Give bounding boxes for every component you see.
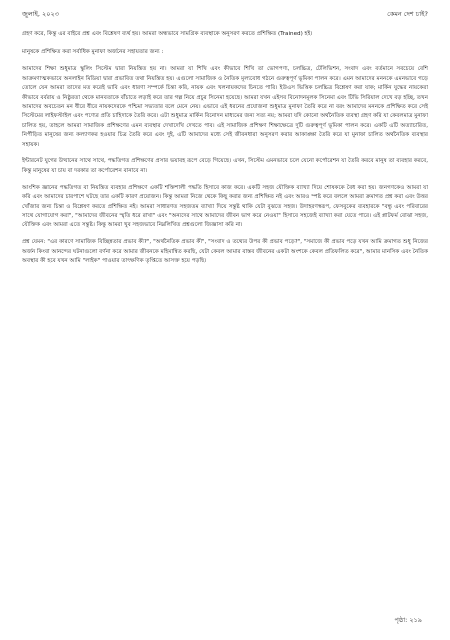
- header-title: কেমন দেশ চাই?: [387, 10, 428, 18]
- header-date: জুলাই, ২০২৩: [22, 10, 59, 18]
- paragraph-intro: গ্রহণ করে, কিন্তু এর বাইরে প্রশ্ন এবং বিশ্লেষণ ব্যর্থ হয়। আমরা অন্ধভাবে সামগ্রিক ব্যবস্থাকে অনুসরণ করতে প্রশিক্ষিত (Trained) হই।: [22, 31, 313, 37]
- page-body: [22, 30, 428, 274]
- paragraph-education: আমাদের শিক্ষা শুধুমাত্র স্কুলিং সিস্টেম দ্বারা নিয়ন্ত্রিত হয় না। আমরা যা শিখি এবং কীভাবে শিখি তা ভোগপণ্য, চলচ্চিত্র, টেলিভিশন, সংবাদ এবং বর্তমানে সবচেয়ে বেশি আক্রমণাত্মকভাবে অনলাইন মিডিয়া দ্বারা প্রভাবিত তথা নিয়ন্ত্রিত হয়। এগুলো সামাজিক ও নৈতিক মূল্যবোধ গঠনে গুরুত্বপূর্ণ ভূমিকা পালন করে। এমন আমাদের মননকে এমনভাবে গড়ে তোলে যেন আমরা তাদের মত করেই ভাবি এবং ধারণা সম্পর্কে চিন্তা করি, নায়ক এবং খলনায়কদের চিনতে পারি। ইউএস ভিত্তিক চলচ্চিত্র বিশ্লেষণ করা যাক; মার্কিন যুদ্ধের নায়কেরা কীভাবে বর্বরায় ও নিষ্ঠুরতা থেকে মানবতাকে বাঁচাতে লড়াই করে তার গল্প নিয়ে প্রচুর সিনেমা হয়েছে। আমরা যখন এইসব বিনোদনমূলক সিনেমা এবং টিভি সিরিয়াল দেখে বড় হচ্ছি, তখন আমাদের অবচেতন মন ধীরে ধীরে নায়কদেরকে পশ্চিমা সভ্যতার বলে মেনে নেয়। এভাবে এই ধরনের প্রযোজনা শুধুমাত্র মুনাফা তৈরি করে না বরং আমাদের মননকে প্রশিক্ষিত করে সেই সিস্টেমের লাইফস্টাইল এবং পণ্যের প্রতি চাহিদাকে তৈরি করে। এটা শুধুমাত্র মার্কিন বিনোদন মাধ্যমের জন্য সত্য নয়; আমরা যদি কোনো অর্থনৈতিক ব্যবস্থা গ্রহণ করি যা কেবলমাত্র মুনাফা চালিত হয়, তাহলে আমরা সামাজিক প্রশিক্ষণের এমন ব্যবস্থার দেখাদেখি দেখতে পাব। এই সামাজিক প্রশিক্ষণ শিক্ষাক্ষেত্রে দুটি গুরুত্বপূর্ণ ভূমিকা পালন করে। একটি এটি অত্যাচারিত, নির্পীড়িত মানুষের জন্য কল্যাণকর হওয়ার চিত্র তৈরি করে এবং দুই, এটি আমাদের মধ্যে সেই জীবনধারা অনুসরণ করার আকাঙ্ক্ষা তৈরি করে যা মুনাফা চালিত অর্থনৈতিক ব্যবস্থার সহায়ক।: [22, 66, 428, 148]
- paragraph-internet: ইন্টারনেট যুগের উত্থানের সাথে সাথে, পদ্ধতিগত প্রশিক্ষণের প্রসার ভয়াবহ রূপে বেড়ে গিয়েছে। এখন, সিস্টেম এমনভাবে চলে যেনো কর্পোরেশন যা তৈরি করবে মানুষ তা ব্যবহার করবে, কিন্তু মানুষের যা চায় বা দরকার তা কর্পোরেশন বানাবে না।: [22, 158, 428, 174]
- page-number: পৃষ্ঠা: ২১৯: [394, 616, 422, 624]
- paragraph-questions: প্রশ্ন যেমন: "এর কারণে সামাজিক বিচ্ছিন্নতার প্রভাব কী?", "অর্থনৈতিক প্রভাব কী", "সংবাদ ও তথ্যের উপর কী প্রভাব পড়ে?", "সমাজে কী প্রভাব পড়ে যখন আমি ক্রমাগত শুধু নিজের অর্জন কিংবা আনন্দের ঘটনাগুলো বর্ণনা করে আমার জীবনকে মহিমান্বিত করছি, যেটা কেবল আমার বাস্তব জীবনের একটা অংশকে কেবল প্রতিফলিত করে", আমার মানসিক এবং নৈতিক অবস্থার কী হবে যখন আমি "লাইক" পাওয়ার তাৎক্ষণিক তৃপ্তিতে আসক্ত হয়ে পড়ছি।: [22, 239, 428, 265]
- section-heading: মানুষকে প্রশিক্ষিত করা সর্বাধিক মুনাফা অর্জনের সহায়তার জন্য :: [22, 49, 164, 56]
- paragraph-partial-knowledge: আংশিক জ্ঞানের পদ্ধতিগত বা নিয়ন্ত্রিত ব্যবহার প্রশিক্ষণে একটি শক্তিশালী পদ্ধতি হিসাবে কাজ করে। একটি সহজ যৌক্তিক ব্যাখ্যা দিয়ে শোষককে বৈধ করা হয়। জনগণকেও আমরা যা করি এবং আমাদের চারপাশে ঘটছে তার একটি কারণ প্রয়োজন। কিন্তু আমরা নিজে থেকে কিছু করার জন্য প্রশিক্ষিত নই এবং আরও স্পষ্ট করে বললে আমরা ক্রমাগত প্রশ্ন করা এবং উত্তর খোঁজার জন্য চিন্তা ও বিশ্লেষণ করতে প্রশিক্ষিত নই। আমরা সাধারণত সহজতম ব্যাখ্যা দিয়ে সন্তুষ্ট থাকি যেটা বুঝতে সহজ। উদাহরণস্বরূপ, ফেসবুকের ব্যবহারকে "বন্ধু এবং পরিবারের সাথে যোগাযোগ করা", "আমাদের জীবনের স্মৃতি ধরে রাখা" এবং "অন্যদের সাথে আমাদের জীবন ভাগ করে নেওয়া" হিসাবে সহজেই ব্যাখ্যা করা যেতে পারে। এই প্লাটফর্ম বোঝা সহজ, যৌক্তিক এবং আমরা এতে সন্তুষ্ট। কিন্তু আমরা খুব সহজভাবে নিম্নলিখিত প্রশ্নগুলো জিজ্ঞাসা করি না।: [22, 184, 428, 229]
- page-header: [22, 9, 428, 20]
